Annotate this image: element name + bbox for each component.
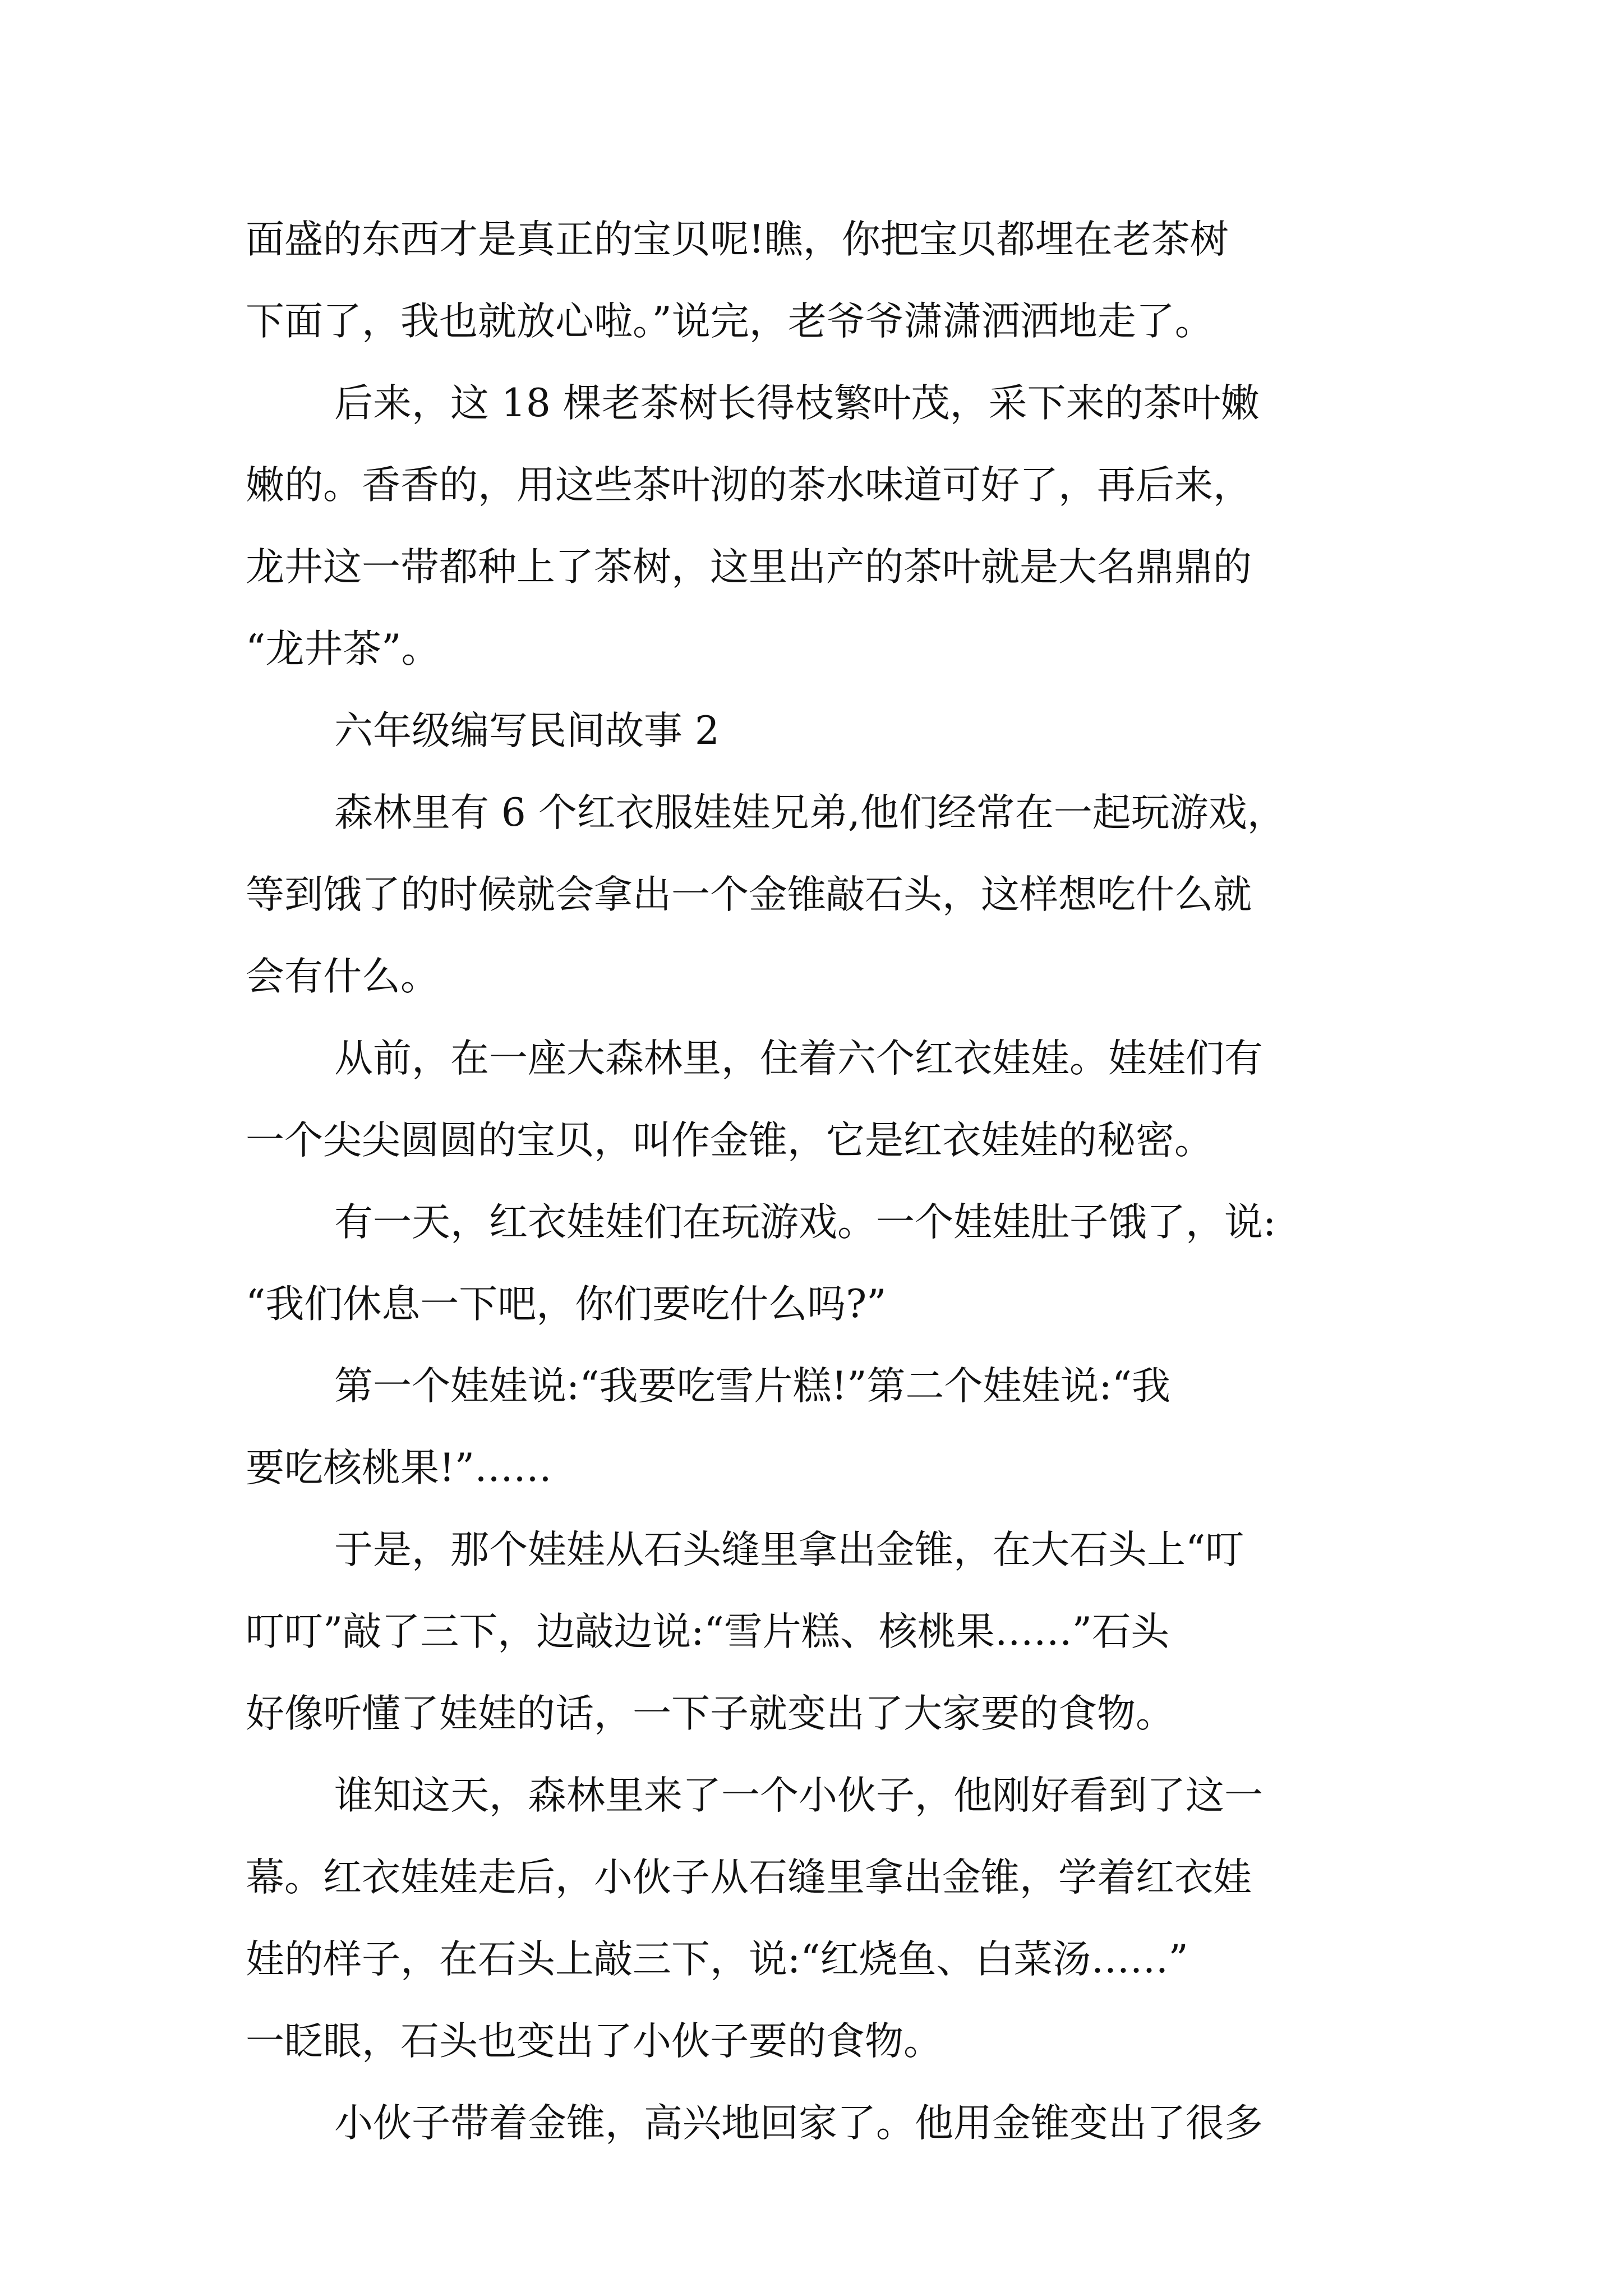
text-line: 一个尖尖圆圆的宝贝，叫作金锥，它是红衣娃娃的秘密。	[246, 1118, 1213, 1163]
text-line: 要吃核桃果!”……	[246, 1446, 552, 1490]
text-line: “龙井茶”。	[246, 627, 440, 671]
text-line: 嫩的。香香的，用这些茶叶沏的茶水味道可好了，再后来，	[246, 463, 1252, 508]
text-line: 森林里有 6 个红衣服娃娃兄弟,他们经常在一起玩游戏，	[334, 790, 1286, 835]
text-line: 幕。红衣娃娃走后，小伙子从石缝里拿出金锥，学着红衣娃	[246, 1855, 1252, 1900]
text-line: 谁知这天，森林里来了一个小伙子，他刚好看到了这一	[334, 1773, 1263, 1818]
text-line: 面盛的东西才是真正的宝贝呢!瞧，你把宝贝都埋在老茶树	[246, 217, 1229, 262]
text-line: 等到饿了的时候就会拿出一个金锥敲石头，这样想吃什么就	[246, 872, 1252, 917]
text-line: 会有什么。	[246, 954, 439, 999]
text-line: 有一天，红衣娃娃们在玩游戏。一个娃娃肚子饿了，说:	[334, 1200, 1276, 1245]
text-line: 第一个娃娃说:“我要吃雪片糕!”第二个娃娃说:“我	[334, 1364, 1171, 1409]
text-line: 娃的样子，在石头上敲三下，说:“红烧鱼、白菜汤……”	[246, 1937, 1188, 1982]
text-line: 一眨眼，石头也变出了小伙子要的食物。	[246, 2019, 942, 2064]
document-body	[246, 199, 1384, 2164]
text-line: “我们休息一下吧，你们要吃什么吗?”	[246, 1282, 887, 1327]
text-line: 于是，那个娃娃从石头缝里拿出金锥，在大石头上“叮	[334, 1527, 1244, 1572]
text-line: 从前，在一座大森林里，住着六个红衣娃娃。娃娃们有	[334, 1036, 1263, 1081]
text-line: 好像听懂了娃娃的话，一下子就变出了大家要的食物。	[246, 1691, 1174, 1736]
text-line: 下面了，我也就放心啦。”说完，老爷爷潇潇洒洒地走了。	[246, 299, 1214, 344]
text-line: 叮叮”敲了三下，边敲边说:“雪片糕、核桃果……”石头	[246, 1609, 1170, 1654]
text-line: 小伙子带着金锥，高兴地回家了。他用金锥变出了很多	[334, 2101, 1263, 2146]
text-line: 六年级编写民间故事 2	[334, 708, 720, 753]
text-line: 后来，这 18 棵老茶树长得枝繁叶茂，采下来的茶叶嫩	[334, 381, 1260, 426]
text-line: 龙井这一带都种上了茶树，这里出产的茶叶就是大名鼎鼎的	[246, 545, 1252, 590]
